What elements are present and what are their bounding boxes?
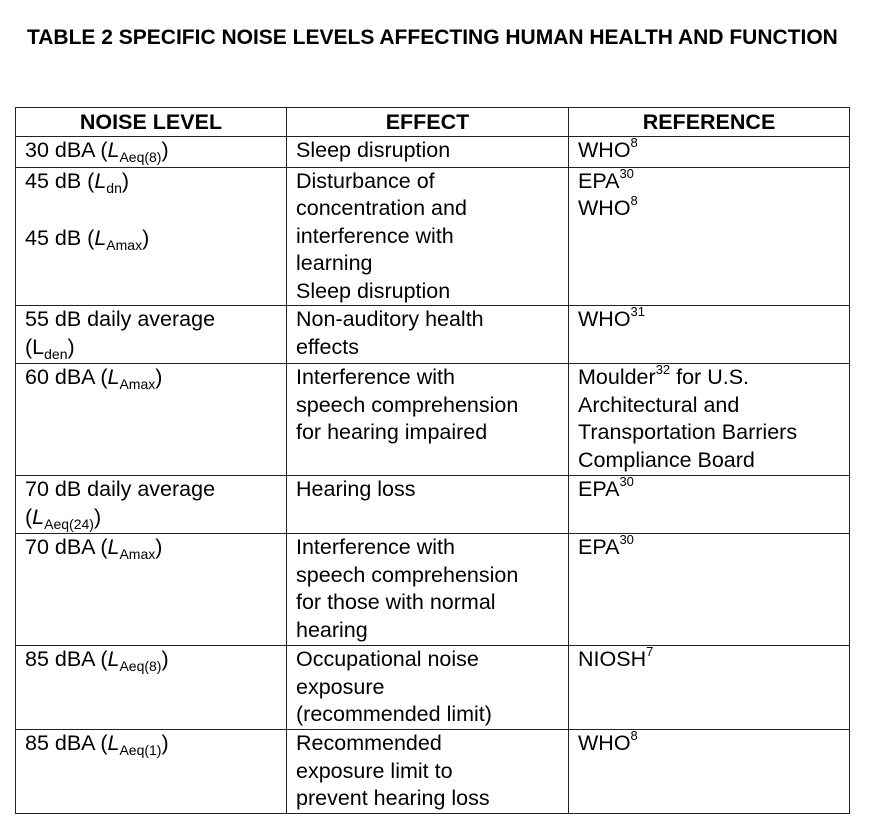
noise-level-cell xyxy=(16,137,287,168)
effect-line: Sleep disruption xyxy=(296,138,451,162)
effect-line: prevent hearing loss xyxy=(296,786,490,810)
effect-line: Recommended xyxy=(296,731,442,755)
effect-line: for those with normal xyxy=(296,590,496,614)
reference-citation: 8 xyxy=(630,135,638,150)
noise-level-value-cont: $(L_{den})$ xyxy=(25,334,75,362)
reference-citation: 30 xyxy=(619,474,634,489)
level-symbol: L xyxy=(107,535,120,559)
noise-levels-table xyxy=(15,107,850,814)
effect-cell xyxy=(287,167,569,306)
effect-line: learning xyxy=(296,251,373,275)
noise-level-cell xyxy=(16,730,287,814)
table-row xyxy=(16,167,850,306)
effect-cell xyxy=(287,137,569,168)
noise-level-value: 55 dB daily average xyxy=(25,307,216,331)
noise-level-value: 60 dBA $(L_{Amax})$ xyxy=(25,365,163,392)
level-symbol: L xyxy=(107,138,120,162)
effect-line: effects xyxy=(296,334,359,359)
reference-entry: EPA$^{30}$ xyxy=(578,474,634,501)
reference-cell xyxy=(569,364,850,476)
header-effect: EFFECT xyxy=(287,108,569,137)
level-subscript: Aeq(8) xyxy=(119,658,162,674)
reference-entry: WHO$^8$ xyxy=(578,728,638,755)
reference-line: Transportation Barriers xyxy=(578,420,798,444)
level-symbol: L xyxy=(94,168,107,193)
reference-cell xyxy=(569,306,850,364)
effect-line: Occupational noise xyxy=(296,647,479,671)
table-row xyxy=(16,476,850,534)
reference-entry: NIOSH$^7$ xyxy=(578,644,654,671)
reference-citation: 8 xyxy=(630,728,638,743)
noise-level-value: 70 dBA $(L_{Amax})$ xyxy=(25,535,163,562)
table-title: TABLE 2 SPECIFIC NOISE LEVELS AFFECTING HUMAN HEALTH AND FUNCTION xyxy=(27,26,838,49)
reference-entry: EPA$^{30}$ xyxy=(578,165,634,193)
noise-level-value: 45 dB $(L_{Amax})$ xyxy=(25,225,150,253)
level-subscript: dn xyxy=(106,179,122,196)
effect-line: (recommended limit) xyxy=(296,702,492,726)
effect-line: Hearing loss xyxy=(296,477,416,501)
noise-level-value: 30 dBA $(L_{Aeq(8)})$ xyxy=(25,138,169,165)
table-row xyxy=(16,137,850,168)
effect-line: Interference with xyxy=(296,535,455,559)
effect-cell xyxy=(287,364,569,476)
reference-entry: WHO$^8$ xyxy=(578,135,638,162)
reference-cell xyxy=(569,646,850,730)
reference-line: Compliance Board xyxy=(578,447,755,472)
reference-citation: 8 xyxy=(630,193,638,208)
table-header-row xyxy=(16,108,850,137)
reference-citation: 31 xyxy=(630,304,646,319)
level-subscript: den xyxy=(44,345,68,362)
line-spacer xyxy=(25,197,286,225)
level-subscript: Amax xyxy=(119,376,156,392)
reference-line: Architectural and xyxy=(578,392,740,417)
level-subscript: Aeq(24) xyxy=(44,515,94,532)
reference-cell xyxy=(569,167,850,306)
table-row xyxy=(16,534,850,646)
effect-cell xyxy=(287,306,569,364)
effect-line: exposure xyxy=(296,674,385,699)
noise-level-cell xyxy=(16,364,287,476)
noise-level-cell xyxy=(16,646,287,730)
level-subscript: Amax xyxy=(106,236,143,253)
table-row xyxy=(16,364,850,476)
effect-line: interference with xyxy=(296,223,454,248)
reference-citation: 30 xyxy=(619,165,634,181)
level-symbol: L xyxy=(94,225,107,250)
effect-line: speech comprehension xyxy=(296,392,519,417)
effect-line: Interference with xyxy=(296,365,455,389)
effect-cell xyxy=(287,646,569,730)
reference-cell xyxy=(569,730,850,814)
effect-line: hearing xyxy=(296,617,368,642)
noise-level-cell xyxy=(16,534,287,646)
level-symbol: L xyxy=(32,334,45,359)
table-row xyxy=(16,646,850,730)
noise-level-value-cont: $(L_{Aeq(24)})$ xyxy=(25,504,102,532)
effect-line: Sleep disruption xyxy=(296,278,451,303)
level-subscript: Aeq(1) xyxy=(119,742,162,758)
level-subscript: Amax xyxy=(119,546,156,562)
reference-citation: 7 xyxy=(646,644,654,659)
noise-level-value: 85 dBA $(L_{Aeq(8)})$ xyxy=(25,647,169,674)
reference-citation: 30 xyxy=(619,532,634,547)
noise-level-cell xyxy=(16,306,287,364)
reference-cell xyxy=(569,137,850,168)
effect-line: concentration and xyxy=(296,196,467,220)
noise-level-cell xyxy=(16,167,287,306)
effect-line: exposure limit to xyxy=(296,758,453,783)
effect-line: for hearing impaired xyxy=(296,420,488,444)
level-symbol: L xyxy=(107,647,120,671)
level-symbol: L xyxy=(107,731,120,755)
noise-level-value: 45 dB $(L_{dn})$ xyxy=(25,168,130,196)
effect-line: Disturbance of xyxy=(296,168,435,193)
table-row xyxy=(16,306,850,364)
reference-cell xyxy=(569,476,850,534)
header-reference: REFERENCE xyxy=(569,108,850,137)
reference-citation: 32 xyxy=(655,362,671,377)
noise-level-value: 85 dBA $(L_{Aeq(1)})$ xyxy=(25,731,169,758)
reference-cell xyxy=(569,534,850,646)
level-symbol: L xyxy=(107,365,120,389)
reference-entry: EPA$^{30}$ xyxy=(578,532,634,559)
effect-cell xyxy=(287,730,569,814)
table-row xyxy=(16,730,850,814)
noise-level-value: 70 dB daily average xyxy=(25,477,216,501)
effect-cell xyxy=(287,476,569,534)
reference-entry: WHO$^{31}$ xyxy=(578,304,646,331)
header-noise-level: NOISE LEVEL xyxy=(16,108,287,137)
effect-line: speech comprehension xyxy=(296,562,519,587)
effect-line: Non-auditory health xyxy=(296,307,484,331)
level-symbol: L xyxy=(32,504,45,529)
level-subscript: Aeq(8) xyxy=(119,149,162,165)
reference-entry: Moulder$^{32}$ for U.S. xyxy=(578,362,750,389)
effect-cell xyxy=(287,534,569,646)
reference-entry: WHO$^8$ xyxy=(578,193,638,220)
noise-level-cell xyxy=(16,476,287,534)
